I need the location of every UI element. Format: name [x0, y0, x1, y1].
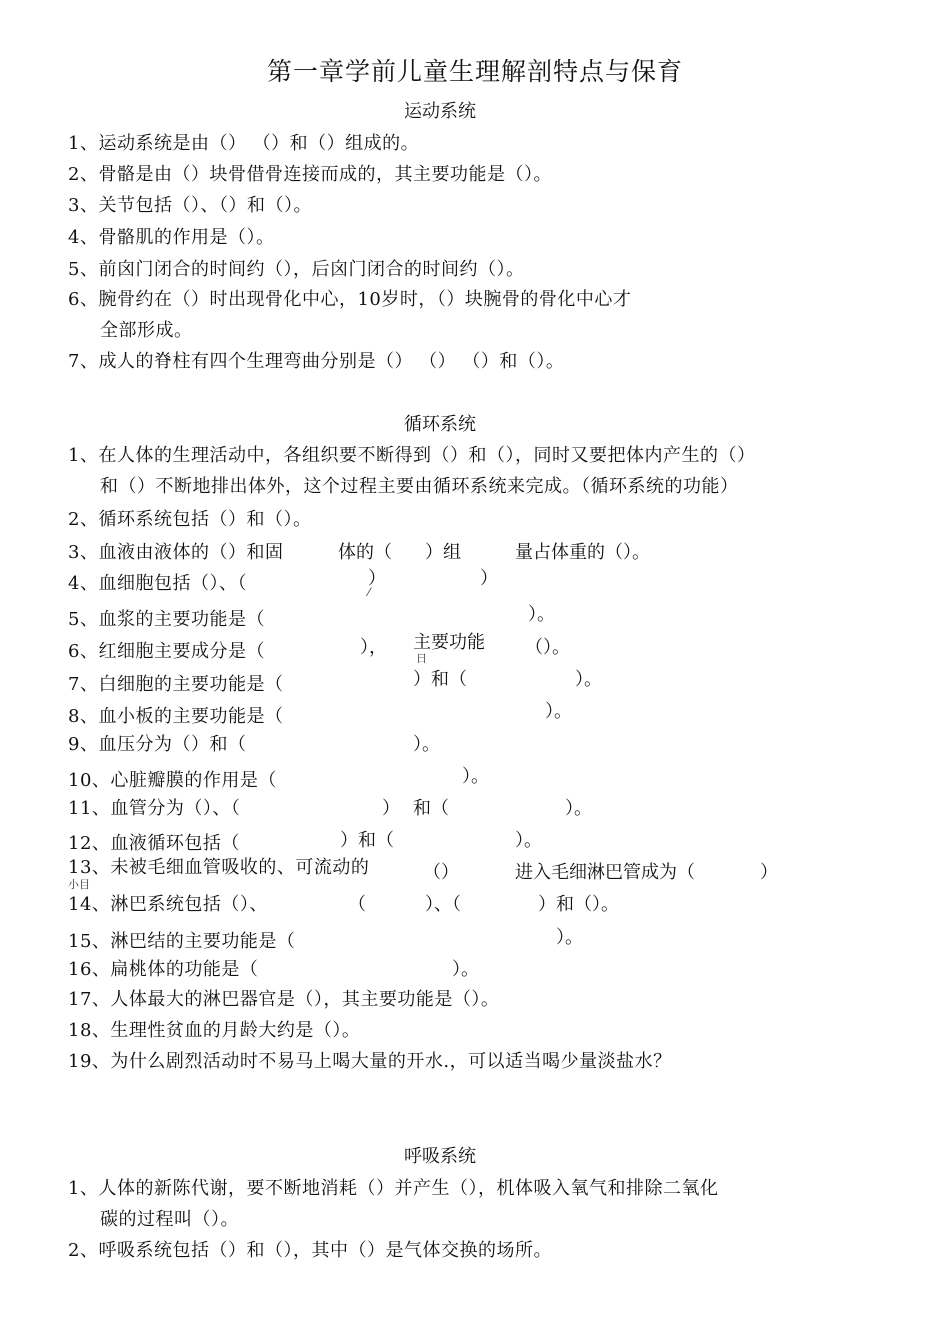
- question-line: 17、人体最大的淋巴器官是（），其主要功能是（）。: [68, 989, 500, 1010]
- question-fragment: ）和（: [340, 830, 394, 851]
- question-line: 4、骨骼肌的作用是（）。: [68, 227, 275, 248]
- question-fragment: ）。: [565, 798, 592, 819]
- question-line: 1、运动系统是由（） （）和（）组成的。: [68, 133, 420, 154]
- question-fragment: （）: [423, 862, 459, 883]
- page-title: 第一章学前儿童生理解剖特点与保育: [266, 57, 683, 86]
- question-line: 7、成人的脊柱有四个生理弯曲分别是（） （） （）和（）。: [68, 351, 565, 372]
- question-fragment: ）和（）。: [538, 894, 619, 915]
- question-fragment: 日: [416, 652, 427, 665]
- question-line-continuation: 和（）不断地排出体外，这个过程主要由循环系统来完成。（循环系统的功能）: [100, 476, 739, 497]
- question-line: 5、血浆的主要功能是（: [68, 609, 265, 630]
- question-fragment: ）。: [575, 669, 602, 690]
- question-line: 6、腕骨约在（）时出现骨化中心，10岁时，（）块腕骨的骨化中心才: [68, 289, 632, 310]
- question-line: 2、骨骼是由（）块骨借骨连接而成的，其主要功能是（）。: [68, 164, 552, 185]
- question-fragment: ）: [760, 862, 778, 883]
- question-line: 8、血小板的主要功能是（: [68, 706, 284, 727]
- question-line: 12、血液循环包括（: [68, 833, 240, 854]
- question-fragment: ）。: [545, 701, 572, 722]
- question-fragment: 体的（: [338, 542, 392, 563]
- question-line: 15、淋巴结的主要功能是（: [68, 931, 296, 952]
- question-line: 7、白细胞的主要功能是（: [68, 674, 284, 695]
- question-line: 4、血细胞包括（）、（: [68, 573, 247, 594]
- question-line: 3、血液由液体的（）和固: [68, 542, 284, 563]
- question-line-continuation: 碳的过程叫（）。: [100, 1209, 239, 1230]
- question-fragment: ）。: [462, 766, 489, 787]
- question-fragment: （: [348, 894, 366, 915]
- question-fragment: ⁄: [368, 586, 370, 599]
- question-line: 2、呼吸系统包括（）和（），其中（）是气体交换的场所。: [68, 1240, 552, 1261]
- question-line: 6、红细胞主要成分是（: [68, 641, 265, 662]
- question-line: 9、血压分为（）和（: [68, 734, 247, 755]
- question-fragment: ）组: [425, 542, 461, 563]
- question-fragment: ）。: [528, 604, 555, 625]
- question-fragment: ）: [480, 568, 498, 589]
- question-fragment: ）。: [452, 959, 479, 980]
- question-line-continuation: 全部形成。: [100, 320, 193, 341]
- question-line: 3、关节包括（）、（）和（）。: [68, 195, 312, 216]
- question-line: 10、心脏瓣膜的作用是（: [68, 770, 277, 791]
- question-fragment: ）。: [556, 927, 583, 948]
- section-heading-respiratory: 呼吸系统: [404, 1146, 476, 1167]
- question-line: 5、前囟门闭合的时间约（），后囟门闭合的时间约（）。: [68, 259, 525, 280]
- question-fragment: ），: [360, 637, 387, 658]
- question-fragment: 量占体重的（）。: [515, 542, 650, 563]
- question-fragment: ）: [368, 568, 386, 589]
- section-heading-motor: 运动系统: [404, 101, 476, 122]
- question-fragment: ）。: [413, 734, 440, 755]
- question-line: 19、为什么剧烈活动时不易马上喝大量的开水.，可以适当喝少量淡盐水？: [68, 1051, 672, 1072]
- question-line: 11、血管分为（）、（: [68, 798, 241, 819]
- question-fragment: ）和（: [413, 669, 467, 690]
- question-fragment: ）。: [515, 830, 542, 851]
- question-fragment: 和（: [413, 798, 449, 819]
- question-fragment: 主要功能: [413, 632, 485, 653]
- question-line: 2、循环系统包括（）和（）。: [68, 509, 312, 530]
- question-line: 1、人体的新陈代谢，要不断地消耗（）并产生（），机体吸入氧气和排除二氧化: [68, 1178, 719, 1199]
- question-fragment: 小目: [68, 878, 90, 891]
- question-line: 18、生理性贫血的月龄大约是（）。: [68, 1020, 361, 1041]
- question-fragment: （）。: [525, 637, 570, 658]
- section-heading-circulatory: 循环系统: [404, 414, 476, 435]
- question-line: 13、未被毛细血管吸收的、可流动的: [68, 857, 370, 878]
- question-line: 16、扁桃体的功能是（: [68, 959, 259, 980]
- question-line: 14、淋巴系统包括（）、: [68, 894, 268, 915]
- question-fragment: ）: [382, 798, 400, 819]
- question-fragment: ）、（: [425, 894, 461, 915]
- question-line: 1、在人体的生理活动中，各组织要不断得到（）和（），同时又要把体内产生的（）: [68, 445, 756, 466]
- question-fragment: 进入毛细淋巴管成为（: [515, 862, 695, 883]
